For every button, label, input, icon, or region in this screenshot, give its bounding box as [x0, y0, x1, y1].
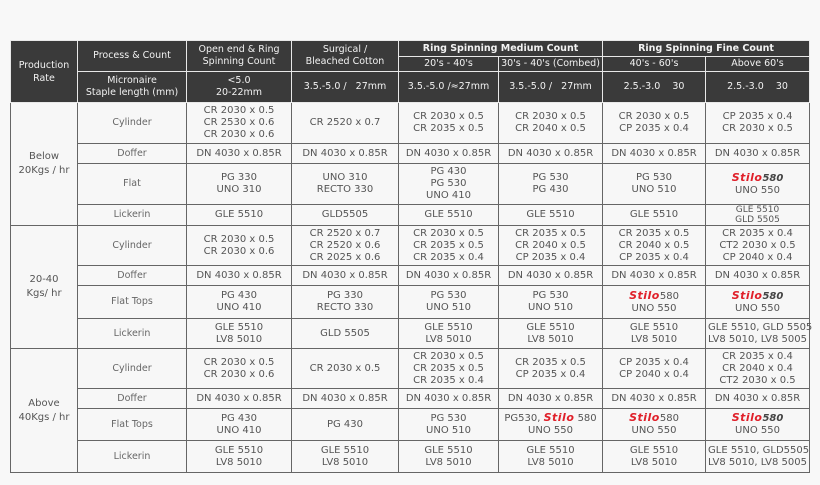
spec-value: UNO 510 [631, 184, 677, 195]
spec-value: GLE 5510 [424, 321, 473, 333]
spec-value: UNO 410 [426, 190, 471, 201]
spec-value: CR 2030 x 0.5 [413, 350, 484, 362]
spec-cell [292, 266, 399, 286]
process-cell: Flat Tops [78, 286, 187, 319]
table-row [11, 389, 810, 409]
spec-value: UNO 550 [735, 184, 780, 196]
spec-value: PG 530 [532, 172, 569, 183]
spec-value: GLE 5510, GLD5505 [708, 444, 810, 456]
production-rate-text: Below [28, 151, 60, 162]
stilo-logo-icon: Stilo [629, 411, 660, 424]
header-spec-open-end [187, 72, 292, 103]
stilo-model: 580 [762, 413, 784, 424]
spec-value: CR 2030 x 0.5 [413, 111, 484, 122]
spec-cell [499, 144, 603, 164]
spec-cell [499, 441, 603, 473]
spec-value: CR 2035 x 0.5 [413, 123, 484, 134]
spec-value: PG 430 [326, 418, 364, 430]
spec-cell [399, 205, 499, 226]
header-micronaire [78, 72, 187, 103]
table-row [11, 144, 810, 164]
spec-cell [603, 205, 706, 226]
spec-value: GLE 5510, GLD 5505 [708, 321, 813, 333]
spec-cell [399, 319, 499, 349]
production-rate-text: Above [28, 397, 60, 409]
spec-value: DN 4030 x 0.85R [507, 392, 594, 404]
stilo-brand-line [708, 290, 807, 303]
header-spec-above-60: 2.5.-3.0 30 [706, 72, 810, 103]
spec-value: UNO 550 [735, 302, 780, 314]
card-clothing-table [10, 40, 813, 473]
spec-cell [292, 441, 399, 473]
spec-value: UNO 310 [322, 172, 368, 183]
production-rate-text: 20Kgs / hr [18, 165, 70, 176]
spec-value: GLD 5505 [320, 327, 370, 339]
spec-value: CR 2040 x 0.5 [618, 239, 690, 251]
header-surgical-line2: Bleached Cotton [305, 56, 385, 67]
spec-cell [603, 409, 706, 441]
spec-value: CP 2035 x 0.4 [619, 251, 689, 263]
spec-value: UNO 550 [631, 425, 677, 436]
spec-value: CR 2035 x 0.4 [722, 350, 793, 362]
stilo-brand-line [605, 290, 703, 303]
spec-cell [187, 226, 292, 266]
spec-cell [187, 409, 292, 441]
header-group-medium: Ring Spinning Medium Count [399, 41, 603, 57]
spec-cell [706, 441, 810, 473]
stilo-logo-icon: Stilo [629, 288, 660, 302]
spec-value: DN 4030 x 0.85R [405, 392, 492, 404]
production-rate-text: 40Kgs / hr [18, 411, 70, 423]
spec-value: LV8 5010 [425, 333, 472, 345]
spec-cell [399, 226, 499, 266]
spec-value: DN 4030 x 0.85R [196, 392, 282, 404]
spec-cell [399, 441, 499, 473]
spec-cell [187, 349, 292, 389]
spec-value: CP 2040 x 0.4 [722, 251, 793, 263]
table-row [11, 164, 810, 205]
stilo-brand-line [708, 172, 807, 185]
spec-cell [499, 409, 603, 441]
table-row [11, 441, 810, 473]
spec-value: GLE 5510 [526, 444, 575, 456]
table-row [11, 286, 810, 319]
header-spec-40-60: 2.5.-3.0 30 [603, 72, 706, 103]
spec-cell [292, 389, 399, 409]
process-cell: Cylinder [78, 226, 187, 266]
spec-value: DN 4030 x 0.85R [196, 147, 282, 159]
spec-value: UNO 410 [216, 302, 262, 313]
spec-value: CR 2035 x 0.5 [515, 356, 586, 368]
spec-cell [187, 205, 292, 226]
spec-value: CR 2035 x 0.5 [413, 239, 484, 251]
spec-value: CP 2035 x 0.4 [619, 356, 689, 368]
stilo-model: 580 [577, 413, 597, 424]
spec-value: LV8 5010 [321, 456, 369, 468]
spec-value: PG 530 [532, 290, 569, 301]
spec-cell [706, 144, 810, 164]
spec-value: PG 530 [430, 290, 467, 301]
spec-cell [292, 349, 399, 389]
spec-value: CR 2030 x 0.5 [413, 227, 484, 239]
process-cell: Cylinder [78, 349, 187, 389]
spec-value: GLE 5510 [629, 209, 679, 220]
spec-value: UNO 550 [528, 425, 573, 436]
spec-value: LV8 5010 [527, 333, 574, 345]
stilo-model: 580 [762, 290, 784, 302]
spec-cell [499, 389, 603, 409]
spec-value: GLE 5510 [320, 444, 370, 456]
spec-value: CR 2035 x 0.4 [413, 251, 484, 263]
spec-value: PG 330 [326, 290, 364, 301]
spec-cell [706, 409, 810, 441]
spec-value: DN 4030 x 0.85R [714, 392, 801, 404]
spec-value: PG 530 [430, 178, 467, 189]
stilo-model: 580 [659, 413, 679, 424]
table-row [11, 103, 810, 144]
spec-value: GLE 5510 [526, 209, 575, 220]
spec-cell [292, 226, 399, 266]
spec-value: CR 2035 x 0.4 [413, 374, 484, 386]
spec-open-end-line1: <5.0 [227, 75, 251, 86]
spec-value: PG 430 [430, 166, 467, 177]
production-rate-text: 20-40 [29, 274, 59, 285]
spec-value: UNO 510 [528, 302, 573, 313]
spec-value: DN 4030 x 0.85R [507, 269, 594, 281]
spec-cell [603, 144, 706, 164]
spec-value: CR 2035 x 0.4 [722, 227, 793, 239]
spec-value: CR 2040 x 0.5 [515, 239, 586, 251]
production-rate-cell [11, 226, 78, 349]
header-production-rate: Production Rate [11, 41, 78, 103]
spec-cell [603, 441, 706, 473]
spec-value: LV8 5010, LV8 5005 [708, 456, 807, 468]
spec-cell [706, 349, 810, 389]
spec-cell [399, 103, 499, 144]
spec-value: LV8 5010 [215, 333, 263, 345]
spec-cell [399, 286, 499, 319]
spec-value: CP 2035 x 0.4 [722, 111, 793, 122]
spec-cell [399, 266, 499, 286]
spec-cell [187, 103, 292, 144]
stilo-brand-line [501, 412, 600, 425]
table-row [11, 319, 810, 349]
header-micronaire-line2: Staple length (mm) [85, 87, 179, 98]
spec-cell [292, 286, 399, 319]
header-group-fine: Ring Spinning Fine Count [603, 41, 810, 57]
spec-cell [292, 409, 399, 441]
table-row [11, 266, 810, 286]
spec-value: CR 2030 x 0.5 [722, 123, 793, 134]
spec-value: GLE 5510 [424, 444, 473, 456]
stilo-logo-icon: Stilo [731, 288, 763, 302]
stilo-brand-line [605, 412, 703, 425]
spec-value: GLD5505 [321, 209, 369, 220]
spec-cell [603, 164, 706, 205]
spec-value: LV8 5010, LV8 5005 [708, 333, 807, 345]
process-cell: Cylinder [78, 103, 187, 144]
stilo-logo-icon: Stilo [731, 411, 763, 424]
header-open-end-line1: Open end & Ring [198, 44, 280, 55]
spec-value: UNO 510 [426, 424, 471, 436]
process-cell: Doffer [78, 389, 187, 409]
spec-cell [706, 319, 813, 349]
spec-cell [706, 205, 810, 226]
header-micronaire-line1: Micronaire [107, 75, 157, 86]
spec-value: RECTO 330 [316, 302, 374, 313]
spec-cell [603, 103, 706, 144]
spec-cell [187, 389, 292, 409]
spec-cell [706, 286, 810, 319]
spec-cell [399, 349, 499, 389]
spec-value: DN 4030 x 0.85R [714, 269, 801, 281]
spec-value: DN 4030 x 0.85R [302, 147, 388, 159]
spec-value: GLE 5510 [629, 321, 679, 333]
spec-value: GLE 5510 [735, 205, 780, 215]
spec-value: GLE 5510 [424, 209, 473, 220]
process-cell: Lickerin [78, 319, 187, 349]
spec-value: CR 2030 x 0.6 [203, 368, 275, 380]
spec-value: PG 430 [220, 412, 258, 424]
spec-value: UNO 550 [735, 425, 780, 436]
spec-cell [603, 286, 706, 319]
spec-value: DN 4030 x 0.85R [405, 147, 492, 159]
header-spec-surgical: 3.5.-5.0 / 27mm [292, 72, 399, 103]
production-rate-text: Kgs/ hr [26, 288, 62, 299]
spec-cell [292, 205, 399, 226]
table-body [11, 103, 813, 473]
spec-cell [706, 164, 810, 205]
spec-value: GLE 5510 [629, 444, 679, 456]
spec-value: CP 2035 x 0.4 [515, 251, 586, 263]
spec-value: GLE 5510 [526, 321, 575, 333]
spec-value: CR 2030 x 0.5 [309, 362, 381, 374]
header-process-count: Process & Count [78, 41, 187, 72]
spec-value: CR 2025 x 0.6 [309, 251, 381, 263]
spec-value: GLD 5505 [735, 215, 780, 225]
table-header [11, 41, 810, 103]
header-sub-20-40: 20's - 40's [399, 57, 499, 72]
spec-value: PG 430 [532, 184, 569, 195]
spec-value: CR 2520 x 0.7 [309, 227, 381, 239]
header-sub-30-40-combed: 30's - 40's (Combed) [499, 57, 603, 72]
spec-value: PG 430 [220, 290, 258, 301]
production-rate-cell [11, 103, 78, 226]
spec-cell [292, 103, 399, 144]
spec-value: CP 2035 x 0.4 [619, 123, 689, 134]
spec-value: CR 2520 x 0.7 [309, 117, 381, 128]
spec-value: CR 2030 x 0.5 [203, 105, 275, 116]
header-sub-40-60: 40's - 60's [603, 57, 706, 72]
spec-value: LV8 5010 [425, 456, 472, 468]
spec-value: DN 4030 x 0.85R [611, 392, 697, 404]
process-cell: Lickerin [78, 205, 187, 226]
spec-cell [499, 205, 603, 226]
stilo-model: 580 [762, 172, 784, 184]
spec-cell [603, 319, 706, 349]
spec-value: CR 2040 x 0.4 [722, 362, 793, 374]
spec-value: DN 4030 x 0.85R [302, 392, 388, 404]
spec-value: CR 2030 x 0.5 [203, 356, 275, 368]
spec-value: CR 2035 x 0.5 [618, 227, 690, 239]
spec-value: CR 2030 x 0.6 [203, 245, 275, 257]
spec-value: GLE 5510 [214, 444, 264, 456]
table-row [11, 205, 810, 226]
spec-cell [187, 319, 292, 349]
spec-value: LV8 5010 [630, 333, 678, 345]
spec-value: CR 2030 x 0.5 [203, 233, 275, 245]
spec-value: CR 2530 x 0.6 [203, 117, 275, 128]
spec-cell [706, 226, 810, 266]
spec-value: DN 4030 x 0.85R [302, 269, 388, 281]
process-cell: Lickerin [78, 441, 187, 473]
spec-value: CR 2030 x 0.6 [203, 129, 275, 140]
spec-value: LV8 5010 [215, 456, 263, 468]
spec-value: LV8 5010 [630, 456, 678, 468]
stilo-brand-line [708, 412, 807, 425]
spec-cell [499, 349, 603, 389]
flat-prefix: PG530, [504, 413, 541, 424]
spec-value: CP 2040 x 0.4 [619, 368, 689, 380]
spec-value: RECTO 330 [316, 184, 374, 195]
stilo-logo-icon: Stilo [543, 411, 575, 424]
spec-value: LV8 5010 [527, 456, 574, 468]
spec-value: UNO 510 [426, 302, 471, 313]
spec-value: CR 2040 x 0.5 [515, 123, 586, 134]
spec-value: CT2 2030 x 0.5 [719, 374, 796, 386]
spec-cell [292, 164, 399, 205]
header-open-end [187, 41, 292, 72]
spec-value: DN 4030 x 0.85R [714, 147, 801, 159]
spec-cell [399, 389, 499, 409]
spec-cell [187, 441, 292, 473]
stilo-logo-icon: Stilo [731, 170, 763, 184]
spec-cell [706, 266, 810, 286]
spec-cell [187, 164, 292, 205]
spec-cell [499, 319, 603, 349]
spec-cell [399, 144, 499, 164]
spec-cell [187, 144, 292, 164]
spec-cell [499, 266, 603, 286]
spec-cell [399, 409, 499, 441]
spec-cell [603, 349, 706, 389]
process-cell: Doffer [78, 144, 187, 164]
spec-value: PG 530 [430, 412, 467, 424]
spec-cell [603, 266, 706, 286]
spec-value: UNO 410 [216, 424, 262, 436]
spec-value: DN 4030 x 0.85R [507, 147, 594, 159]
spec-value: DN 4030 x 0.85R [196, 269, 282, 281]
spec-cell [603, 226, 706, 266]
spec-open-end-line2: 20-22mm [215, 87, 263, 98]
stilo-model: 580 [659, 290, 679, 302]
spec-value: GLE 5510 [214, 321, 264, 333]
spec-value: CP 2035 x 0.4 [515, 368, 586, 380]
spec-value: CT2 2030 x 0.5 [719, 239, 796, 251]
process-cell: Doffer [78, 266, 187, 286]
spec-cell [399, 164, 499, 205]
header-spec-20-40: 3.5.-5.0 /≈27mm [399, 72, 499, 103]
spec-value: UNO 550 [631, 302, 677, 314]
spec-value: GLE 5510 [214, 209, 264, 220]
spec-cell [499, 226, 603, 266]
spec-cell [187, 266, 292, 286]
spec-value: DN 4030 x 0.85R [611, 147, 697, 159]
spec-cell [603, 389, 706, 409]
spec-cell [706, 103, 810, 144]
production-rate-cell [11, 349, 78, 473]
header-sub-above-60: Above 60's [706, 57, 810, 72]
spec-value: CR 2030 x 0.5 [515, 111, 586, 122]
spec-value: CR 2035 x 0.5 [515, 227, 586, 239]
table-row [11, 226, 810, 266]
spec-cell [499, 103, 603, 144]
spec-value: CR 2520 x 0.6 [309, 239, 381, 251]
table-row [11, 409, 810, 441]
process-cell: Flat Tops [78, 409, 187, 441]
card-clothing-table-container [10, 40, 813, 473]
spec-value: UNO 310 [216, 184, 262, 195]
spec-cell [187, 286, 292, 319]
spec-value: DN 4030 x 0.85R [611, 269, 697, 281]
spec-cell [499, 164, 603, 205]
header-open-end-line2: Spinning Count [202, 56, 276, 67]
spec-cell [292, 319, 399, 349]
header-surgical-line1: Surgical / [322, 44, 368, 55]
process-cell: Flat [78, 164, 187, 205]
spec-cell [499, 286, 603, 319]
header-surgical [292, 41, 399, 72]
spec-value: DN 4030 x 0.85R [405, 269, 492, 281]
spec-value: PG 330 [220, 172, 258, 183]
spec-cell [706, 389, 810, 409]
spec-value: CR 2035 x 0.5 [413, 362, 484, 374]
spec-cell [292, 144, 399, 164]
header-spec-30-40-combed: 3.5.-5.0 / 27mm [499, 72, 603, 103]
spec-value: CR 2030 x 0.5 [618, 111, 690, 122]
table-row [11, 349, 810, 389]
spec-value: PG 530 [635, 172, 673, 183]
